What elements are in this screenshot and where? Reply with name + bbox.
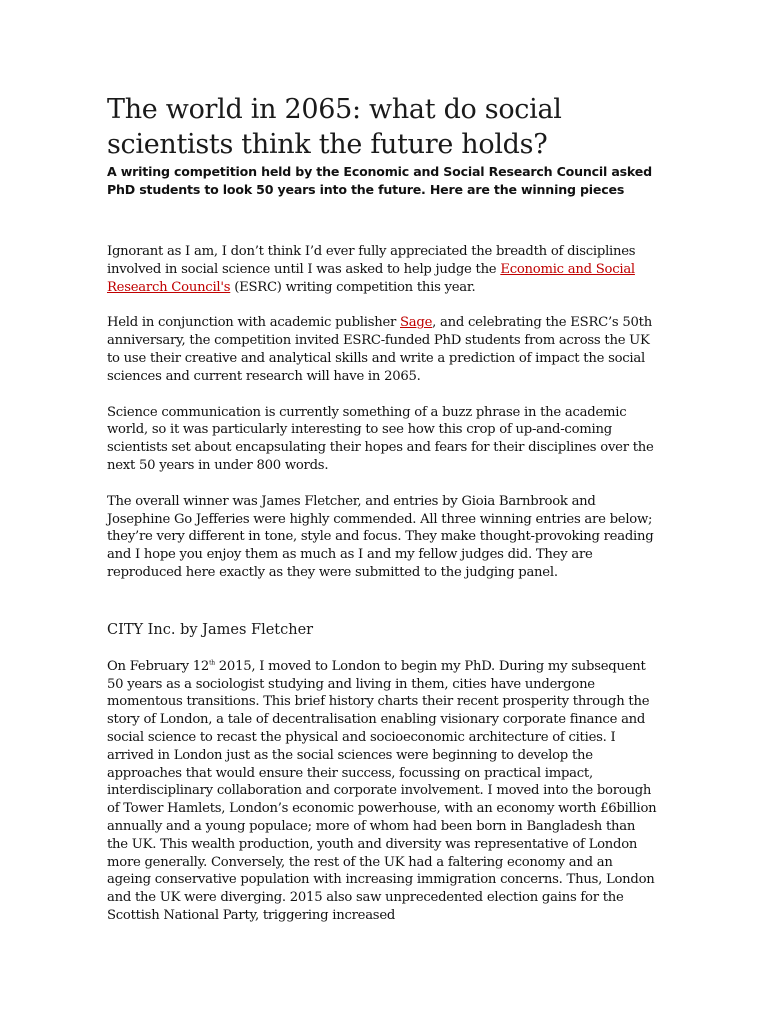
ordinal-suffix: th (209, 659, 215, 667)
paragraph-city-inc (107, 658, 657, 925)
article-standfirst: A writing competition held by the Economic and Social Research Council asked PhD students to look 50 years into the future. Here are the winning pieces (107, 164, 652, 197)
article-title: The world in 2065: what do social scientists think the future holds? (107, 94, 562, 160)
paragraph-text: Held in conjunction with academic publisher (107, 315, 401, 331)
paragraph-text: 2015, I moved to London to begin my PhD. During my subsequent 50 years as a sociologist studying and living in them, cities have undergone momentous transitions. This brief history charts their recent prosperity through the story of London, a tale of decentralisation enabling visionary corporate finance and social science to recast the physical and socioeconomic architecture of cities. I arrived in London just as the social sciences were beginning to develop the approaches that would ensure their success, focussing on practical impact, interdisciplinary collaboration and corporate involvement. I moved into the borough of Tower Hamlets, London’s economic powerhouse, with an economy worth £6billion annually and a young populace; more of whom had been born in Bangladesh than the UK. This wealth production, youth and diversity was representative of London more generally. Conversely, the rest of the UK had a faltering economy and an ageing conservative population with increasing immigration concerns. Thus, London and the UK were diverging. 2015 also saw unprecedented election gains for the Scottish National Party, triggering increased (107, 658, 657, 923)
paragraph-sage (107, 314, 657, 385)
paragraph-text: (ESRC) writing competition this year. (230, 279, 476, 295)
paragraph-winners: The overall winner was James Fletcher, and entries by Gioia Barnbrook and Josephine Go Jefferies were highly commended. All three winning entries are below; they’re very different in tone, style and focus. They make thought-provoking reading and I hope you enjoy them as much as I and my fellow judges did. They are reproduced here exactly as they were submitted to the judging panel. (107, 493, 654, 580)
paragraph-intro (107, 243, 657, 296)
paragraph-text: , and celebrating the ESRC’s 50th anniversary, the competition invited ESRC-funded PhD students from across the UK to use their creative and analytical skills and write a prediction of impact the social sciences and current research will have in 2065. (107, 315, 652, 384)
sage-link[interactable]: Sage (400, 315, 433, 331)
paragraph-text: On February 12 (107, 658, 210, 674)
paragraph-science-communication: Science communication is currently something of a buzz phrase in the academic world, so it was particularly interesting to see how this crop of up-and-coming scientists set about encapsulating their hopes and fears for their disciplines over the next 50 years in under 800 words. (107, 404, 654, 473)
esrc-link[interactable]: Economic and Social Research Council's (107, 261, 635, 295)
paragraph-text: Ignorant as I am, I don’t think I’d ever fully appreciated the breadth of disciplines involved in social science until I was asked to help judge the (107, 244, 636, 277)
section-heading: CITY Inc. by James Fletcher (107, 621, 314, 638)
article (107, 92, 657, 925)
